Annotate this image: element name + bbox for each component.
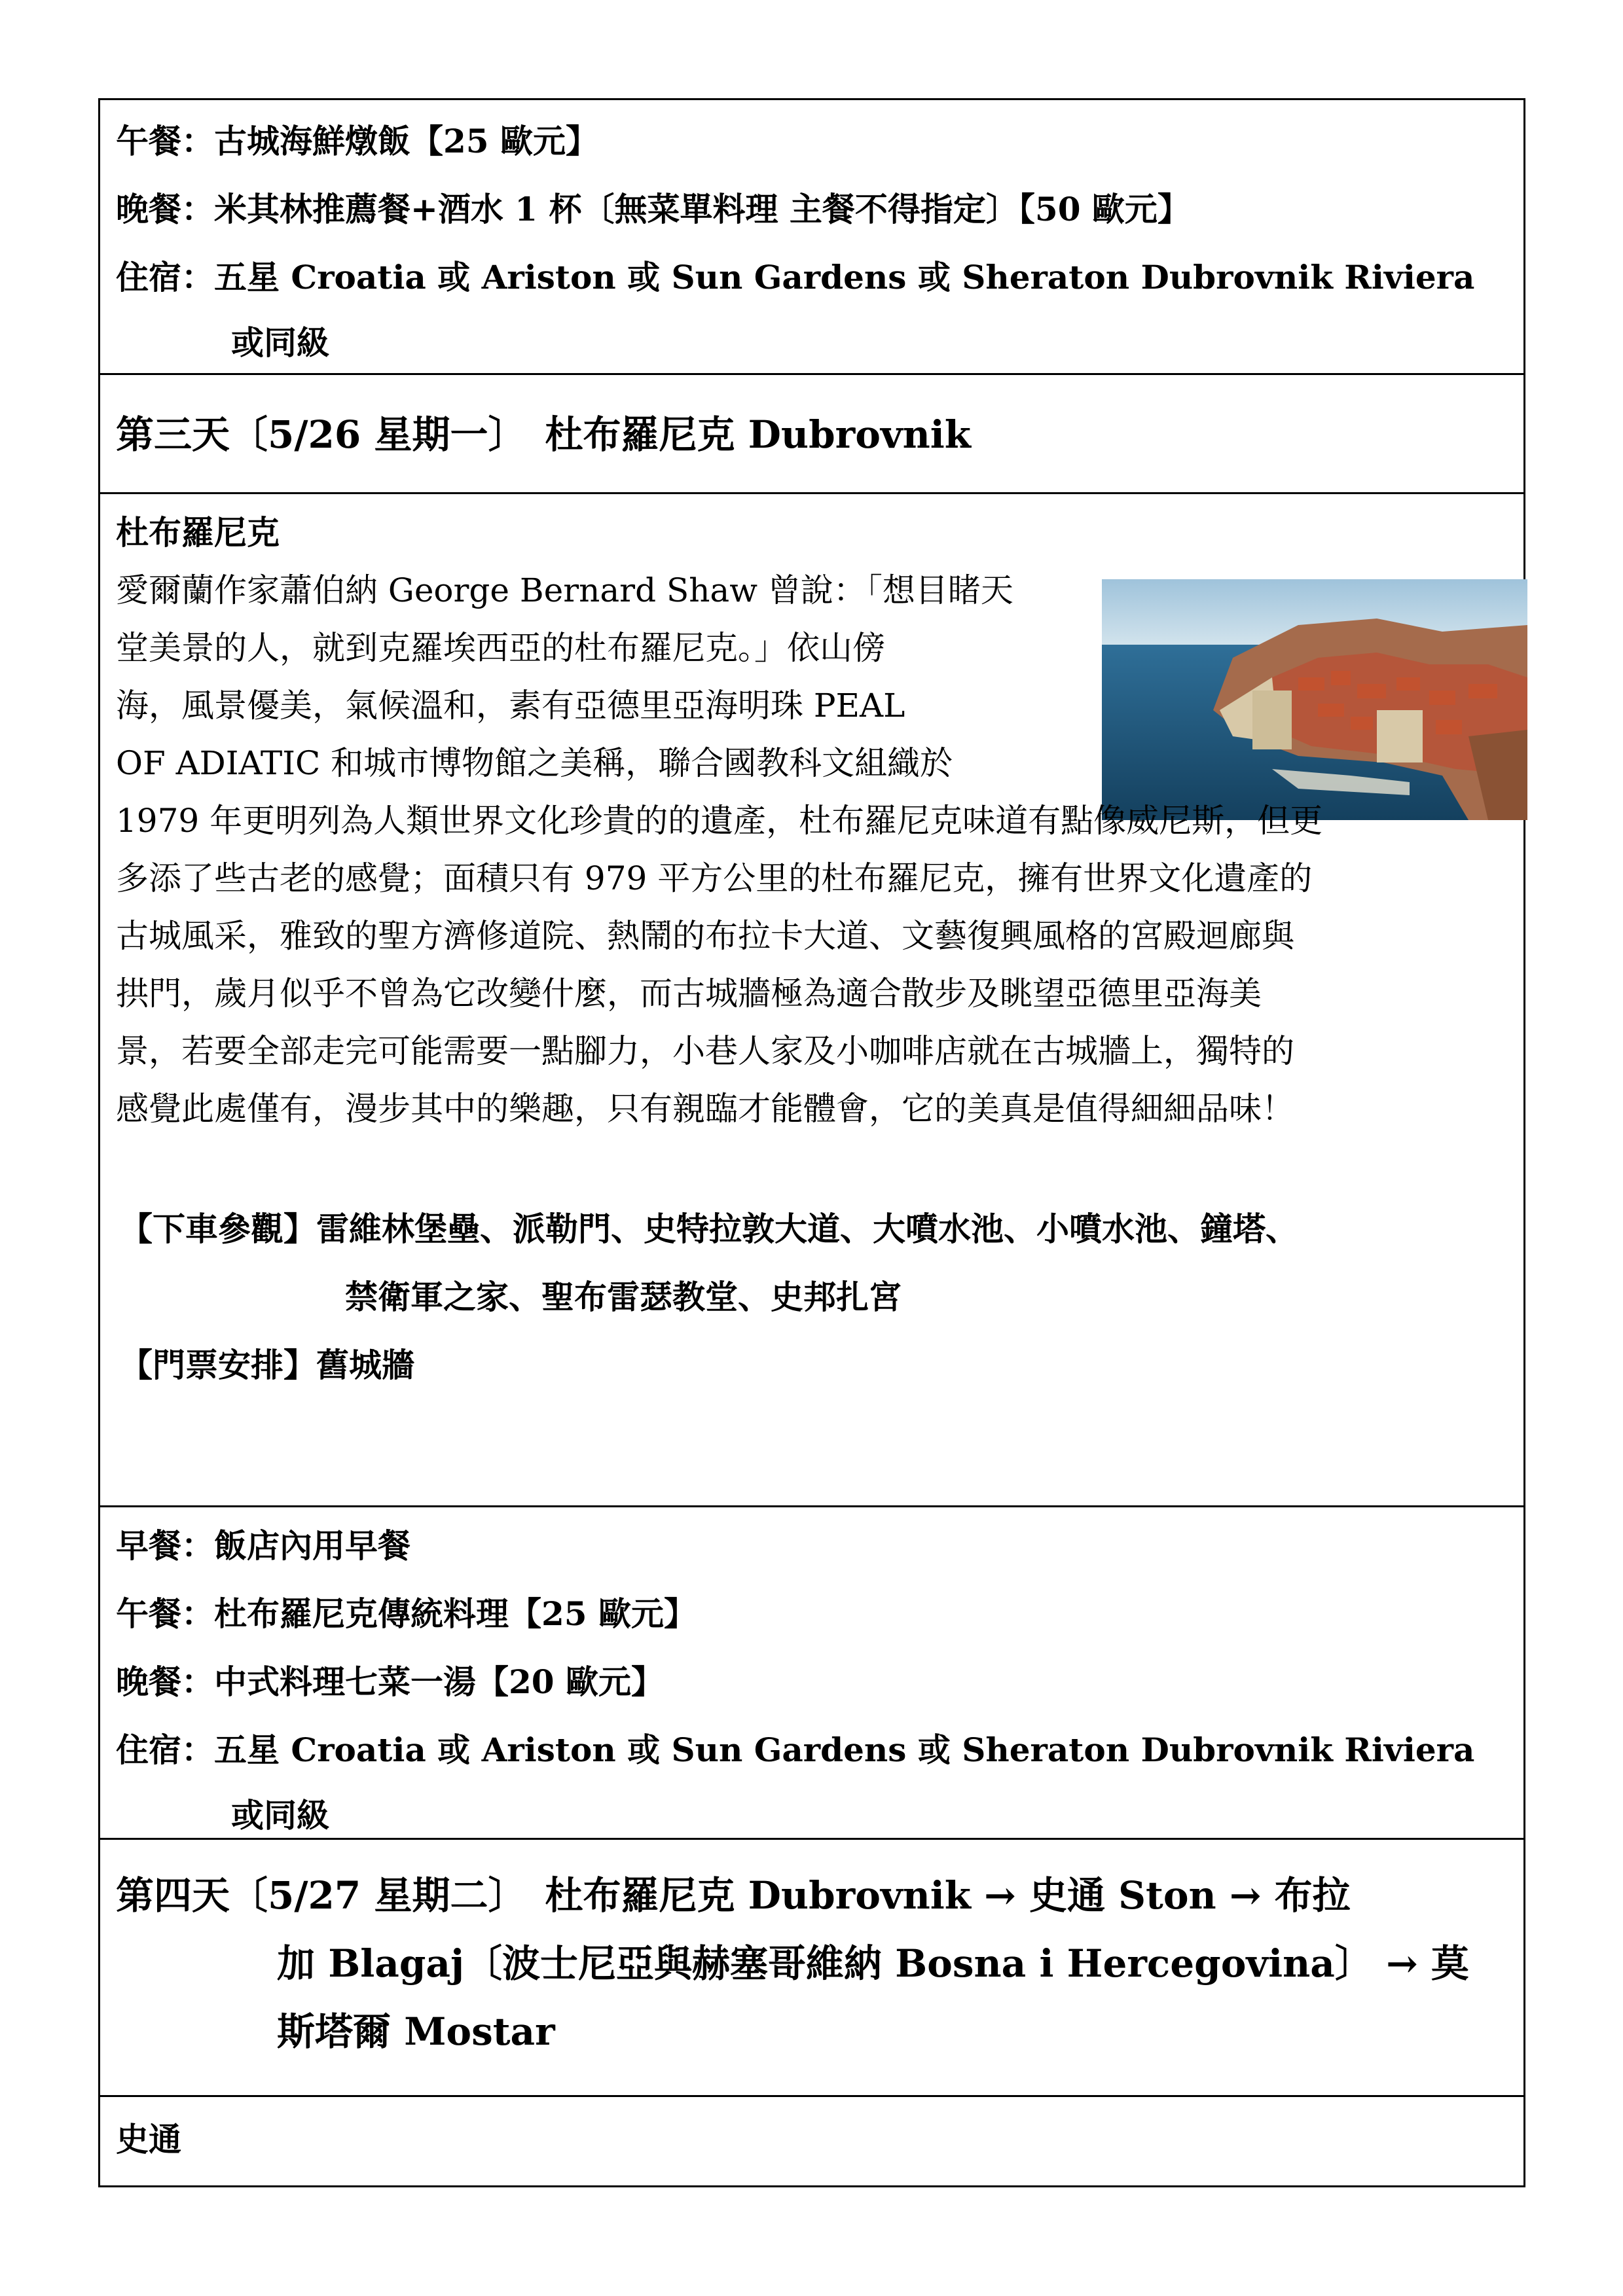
itinerary-table: [98, 98, 1525, 2187]
hotel-line-cont: 或同級: [231, 1796, 329, 1835]
visit-line: 【下車參觀】雷維林堡壘、派勒門、史特拉敦大道、大噴水池、小噴水池、鐘塔、: [120, 1210, 1298, 1248]
desc-line-5: 1979 年更明列為人類世界文化珍貴的的遺產，杜布羅尼克味道有點像威尼斯，但更: [116, 802, 1323, 840]
section-title: 杜布羅尼克: [116, 513, 280, 552]
meals-block-day3: [100, 1507, 1523, 1840]
dinner-line: 晚餐：米其林推薦餐+酒水 1 杯〔無菜單料理 主餐不得指定〕【50 歐元】: [116, 190, 1190, 228]
dinner-line: 晚餐：中式料理七菜一湯【20 歐元】: [116, 1662, 664, 1701]
desc-line-3: 海，風景優美，氣候溫和，素有亞德里亞海明珠 PEAL: [116, 687, 905, 725]
ticket-line: 【門票安排】舊城牆: [120, 1346, 414, 1384]
day4-heading-line2: 加 Blagaj〔波士尼亞與赫塞哥維納 Bosna i Hercegovina〕 → 莫: [277, 1941, 1469, 1986]
meals-block-day2: [100, 100, 1523, 375]
desc-line-9: 景，若要全部走完可能需要一點腳力，小巷人家及小咖啡店就在古城牆上，獨特的: [116, 1032, 1294, 1070]
day3-heading-cell: [100, 375, 1523, 494]
desc-line-1: 愛爾蘭作家蕭伯納 George Bernard Shaw 曾說：「想目睹天: [116, 571, 1013, 609]
hotel-line-cont: 或同級: [231, 323, 329, 362]
desc-line-4: OF ADIATIC 和城市博物館之美稱，聯合國教科文組織於: [116, 744, 953, 782]
visit-line-cont: 禁衛軍之家、聖布雷瑟教堂、史邦扎宮: [345, 1278, 902, 1316]
lunch-line: 午餐：杜布羅尼克傳統料理【25 歐元】: [116, 1594, 697, 1633]
day4-heading-line3: 斯塔爾 Mostar: [277, 2009, 555, 2054]
dubrovnik-cell: [100, 494, 1523, 1507]
ston-cell: [100, 2097, 1523, 2185]
lunch-line: 午餐：古城海鮮燉飯【25 歐元】: [116, 122, 598, 160]
section-title: 史通: [116, 2120, 181, 2159]
hotel-line: 住宿：五星 Croatia 或 Ariston 或 Sun Gardens 或 Sheraton Dubrovnik Riviera: [116, 1731, 1475, 1769]
hotel-line: 住宿：五星 Croatia 或 Ariston 或 Sun Gardens 或 Sheraton Dubrovnik Riviera: [116, 258, 1475, 296]
desc-line-10: 感覺此處僅有，漫步其中的樂趣，只有親臨才能體會，它的美真是值得細細品味！: [116, 1090, 1294, 1128]
dubrovnik-image: [1102, 579, 1527, 820]
desc-line-2: 堂美景的人，就到克羅埃西亞的杜布羅尼克。」依山傍: [116, 629, 885, 667]
desc-line-6: 多添了些古老的感覺；面積只有 979 平方公里的杜布羅尼克，擁有世界文化遺產的: [116, 859, 1313, 897]
breakfast-line: 早餐：飯店內用早餐: [116, 1526, 410, 1565]
day4-heading-line1: 第四天〔5/27 星期二〕 杜布羅尼克 Dubrovnik → 史通 Ston → 布拉: [116, 1873, 1351, 1918]
day3-heading: 第三天〔5/26 星期一〕 杜布羅尼克 Dubrovnik: [116, 412, 971, 457]
desc-line-8: 拱門，歲月似乎不曾為它改變什麼，而古城牆極為適合散步及眺望亞德里亞海美: [116, 975, 1262, 1013]
dubrovnik-photo: [1102, 579, 1527, 820]
desc-line-7: 古城風采，雅致的聖方濟修道院、熱鬧的布拉卡大道、文藝復興風格的宮殿迴廊與: [116, 917, 1294, 955]
day4-heading-cell: [100, 1840, 1523, 2097]
